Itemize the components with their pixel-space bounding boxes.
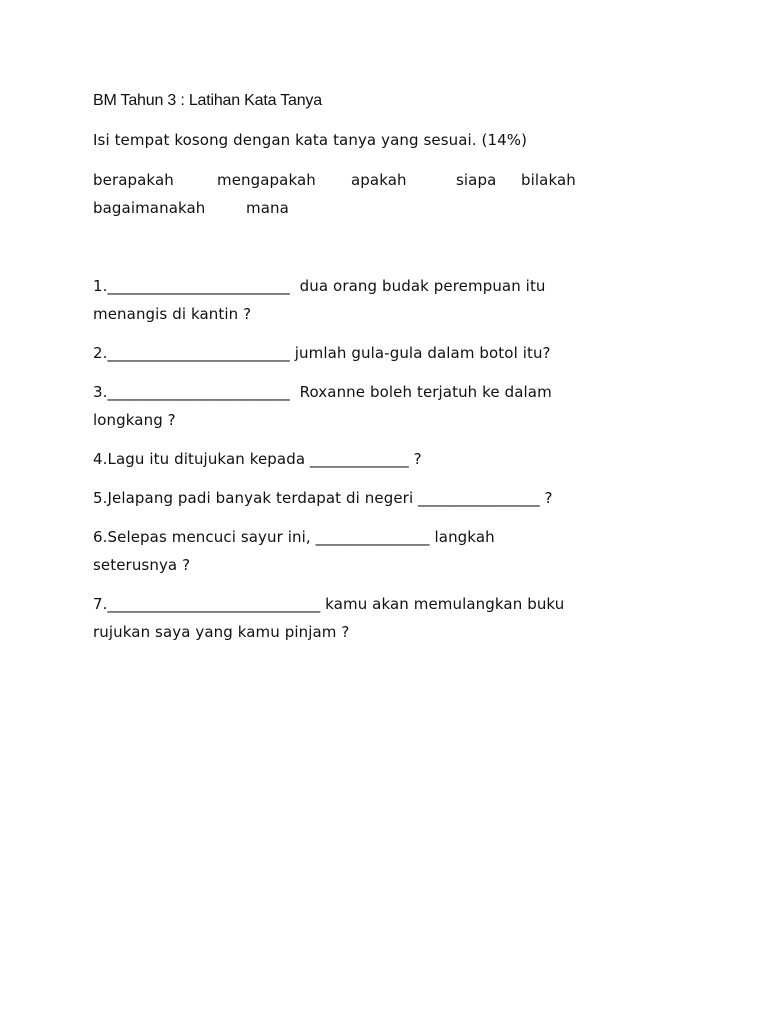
word-bank-item: bilakah — [521, 171, 576, 189]
question-3-line-2: longkang ? — [93, 411, 176, 429]
word-bank-item: siapa — [456, 171, 497, 189]
question-4-line-1: 4.Lagu itu ditujukan kepada _____________ ? — [93, 450, 422, 468]
word-bank-item: mengapakah — [217, 171, 316, 189]
question-7-line-1: 7.____________________________ kamu akan memulangkan buku — [93, 595, 565, 613]
word-bank-item: apakah — [351, 171, 407, 189]
question-6-line-2: seterusnya ? — [93, 556, 191, 574]
question-1-line-1: 1.________________________ dua orang budak perempuan itu — [93, 277, 546, 295]
word-bank-item: bagaimanakah — [93, 199, 206, 217]
worksheet-title: BM Tahun 3 : Latihan Kata Tanya — [93, 92, 322, 109]
word-bank-item: mana — [246, 199, 289, 217]
question-1-line-2: menangis di kantin ? — [93, 305, 252, 323]
question-2-line-1: 2.________________________ jumlah gula-gula dalam botol itu? — [93, 344, 551, 362]
worksheet-instruction: Isi tempat kosong dengan kata tanya yang sesuai. (14%) — [93, 131, 528, 149]
word-bank-item: berapakah — [93, 171, 174, 189]
question-3-line-1: 3.________________________ Roxanne boleh terjatuh ke dalam — [93, 383, 552, 401]
question-7-line-2: rujukan saya yang kamu pinjam ? — [93, 623, 350, 641]
question-6-line-1: 6.Selepas mencuci sayur ini, _______________ langkah — [93, 528, 495, 546]
question-5-line-1: 5.Jelapang padi banyak terdapat di negeri ________________ ? — [93, 489, 553, 507]
